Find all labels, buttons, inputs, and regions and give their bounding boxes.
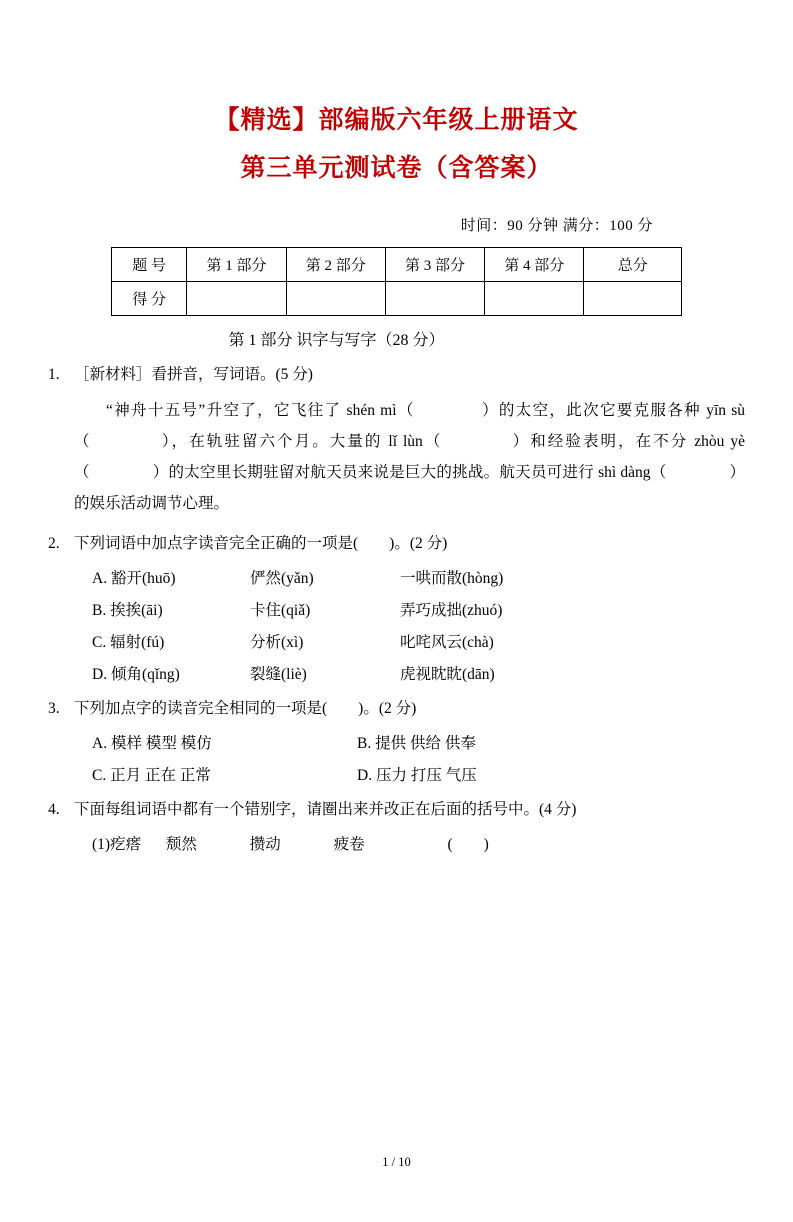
sub-word-2: 颓然 <box>165 836 197 854</box>
score-table-header-cell: 第 3 部分 <box>385 248 484 282</box>
question-number: 1. <box>48 366 60 383</box>
option-col-1 <box>92 662 250 684</box>
option-col-1 <box>92 598 250 620</box>
question-4-sub-1[interactable] <box>48 832 745 854</box>
score-table-input-cell[interactable] <box>385 282 484 316</box>
question-number: 4. <box>48 801 60 819</box>
sub-index <box>92 832 162 854</box>
option-label: A. <box>92 735 108 753</box>
option-bd <box>357 731 745 753</box>
question-2-option-b[interactable] <box>48 598 745 620</box>
question-3 <box>48 697 745 721</box>
score-table-header-cell: 第 2 部分 <box>286 248 385 282</box>
option-label: B. <box>92 602 107 620</box>
option-label: D. <box>92 666 108 684</box>
question-2-option-a[interactable] <box>48 566 745 588</box>
option-bd <box>357 763 745 785</box>
option-col-1 <box>92 630 250 652</box>
option-label: D. <box>357 767 373 785</box>
exam-meta <box>48 214 745 235</box>
answer-bracket[interactable]: ( ) <box>447 836 489 854</box>
option-word: 倾角(qǐng) <box>110 666 180 684</box>
question-stem: ［新材料］看拼音，写词语。(5 分) <box>74 366 313 383</box>
question-3-option-row-2[interactable] <box>48 763 745 785</box>
option-label: C. <box>92 634 107 652</box>
question-2-option-c[interactable] <box>48 630 745 652</box>
sub-word-4: 疲卷 <box>333 836 365 854</box>
option-text: 提供 供给 供奉 <box>375 735 476 753</box>
option-ac <box>92 731 357 753</box>
question-2 <box>48 532 745 556</box>
option-text: 正月 正在 正常 <box>110 767 211 785</box>
option-col-3: 弄巧成拙(zhuó) <box>400 602 503 620</box>
question-2-option-d[interactable] <box>48 662 745 684</box>
page-number: 1 / 10 <box>382 1155 411 1169</box>
sub-index-text: (1) <box>92 836 111 854</box>
option-text: 压力 打压 气压 <box>375 767 477 785</box>
question-1-passage: “神舟十五号”升空了，它飞往了 shén mì（ ）的太空，此次它要克服各种 yīn sù（ ），在轨驻留六个月。大量的 lǐ lùn（ ）和经验表明，在不分 zhòu yè（ ）的太空里长期驻留对航天员来说是巨大的挑战。航天员可进行 shì dàng（ ）的娱乐活动调节心理。 <box>74 402 745 513</box>
option-word: 辐射(fú) <box>110 634 165 652</box>
option-label: A. <box>92 570 108 588</box>
score-table-input-cell[interactable] <box>187 282 286 316</box>
question-stem: 下列加点字的读音完全相同的一项是( )。(2 分) <box>74 700 417 718</box>
option-text: 模样 模型 模仿 <box>110 735 212 753</box>
score-table-input-cell[interactable] <box>584 282 682 316</box>
section-heading: 第 1 部分 识字与写字（28 分） <box>228 332 445 349</box>
question-4 <box>48 798 745 822</box>
score-table-header-cell: 第 1 部分 <box>187 248 286 282</box>
question-stem: 下面每组词语中都有一个错别字，请圈出来并改正在后面的括号中。(4 分) <box>74 801 577 819</box>
option-word: 挨挨(āi) <box>110 602 163 620</box>
question-3-option-row-1[interactable] <box>48 731 745 753</box>
question-number: 2. <box>48 535 60 553</box>
sub-word-3: 攒动 <box>249 836 281 854</box>
option-col-2: 裂缝(liè) <box>250 666 307 684</box>
score-table-header-cell: 题 号 <box>112 248 187 282</box>
option-col-2: 分析(xì) <box>250 634 304 652</box>
question-stem: 下列词语中加点字读音完全正确的一项是( )。(2 分) <box>74 535 448 553</box>
score-table <box>111 247 682 316</box>
exam-meta-text: 时间：90 分钟 满分：100 分 <box>460 218 653 234</box>
sub-word-1: 疙瘩 <box>110 836 142 854</box>
page-title-line2: 第三单元测试卷（含答案） <box>240 155 553 182</box>
option-col-1 <box>92 566 250 588</box>
table-row <box>112 248 682 282</box>
question-1 <box>48 363 745 387</box>
page-title-line1: 【精选】部编版六年级上册语文 <box>214 107 579 134</box>
exam-page <box>0 100 793 1222</box>
score-table-header-cell: 第 4 部分 <box>485 248 584 282</box>
option-col-3: 叱咤风云(chà) <box>400 634 494 652</box>
option-col-2: 俨然(yǎn) <box>250 570 314 588</box>
option-col-2: 卡住(qiǎ) <box>250 602 311 620</box>
table-row <box>112 282 682 316</box>
option-word: 豁开(huō) <box>110 570 176 588</box>
option-label: B. <box>357 735 372 753</box>
score-table-label-cell: 得 分 <box>112 282 187 316</box>
score-table-input-cell[interactable] <box>286 282 385 316</box>
question-number: 3. <box>48 700 60 718</box>
score-table-input-cell[interactable] <box>485 282 584 316</box>
option-col-3: 一哄而散(hòng) <box>400 570 504 588</box>
option-col-3: 虎视眈眈(dān) <box>400 666 495 684</box>
option-label: C. <box>92 767 107 785</box>
score-table-header-cell: 总分 <box>584 248 682 282</box>
option-ac <box>92 763 357 785</box>
